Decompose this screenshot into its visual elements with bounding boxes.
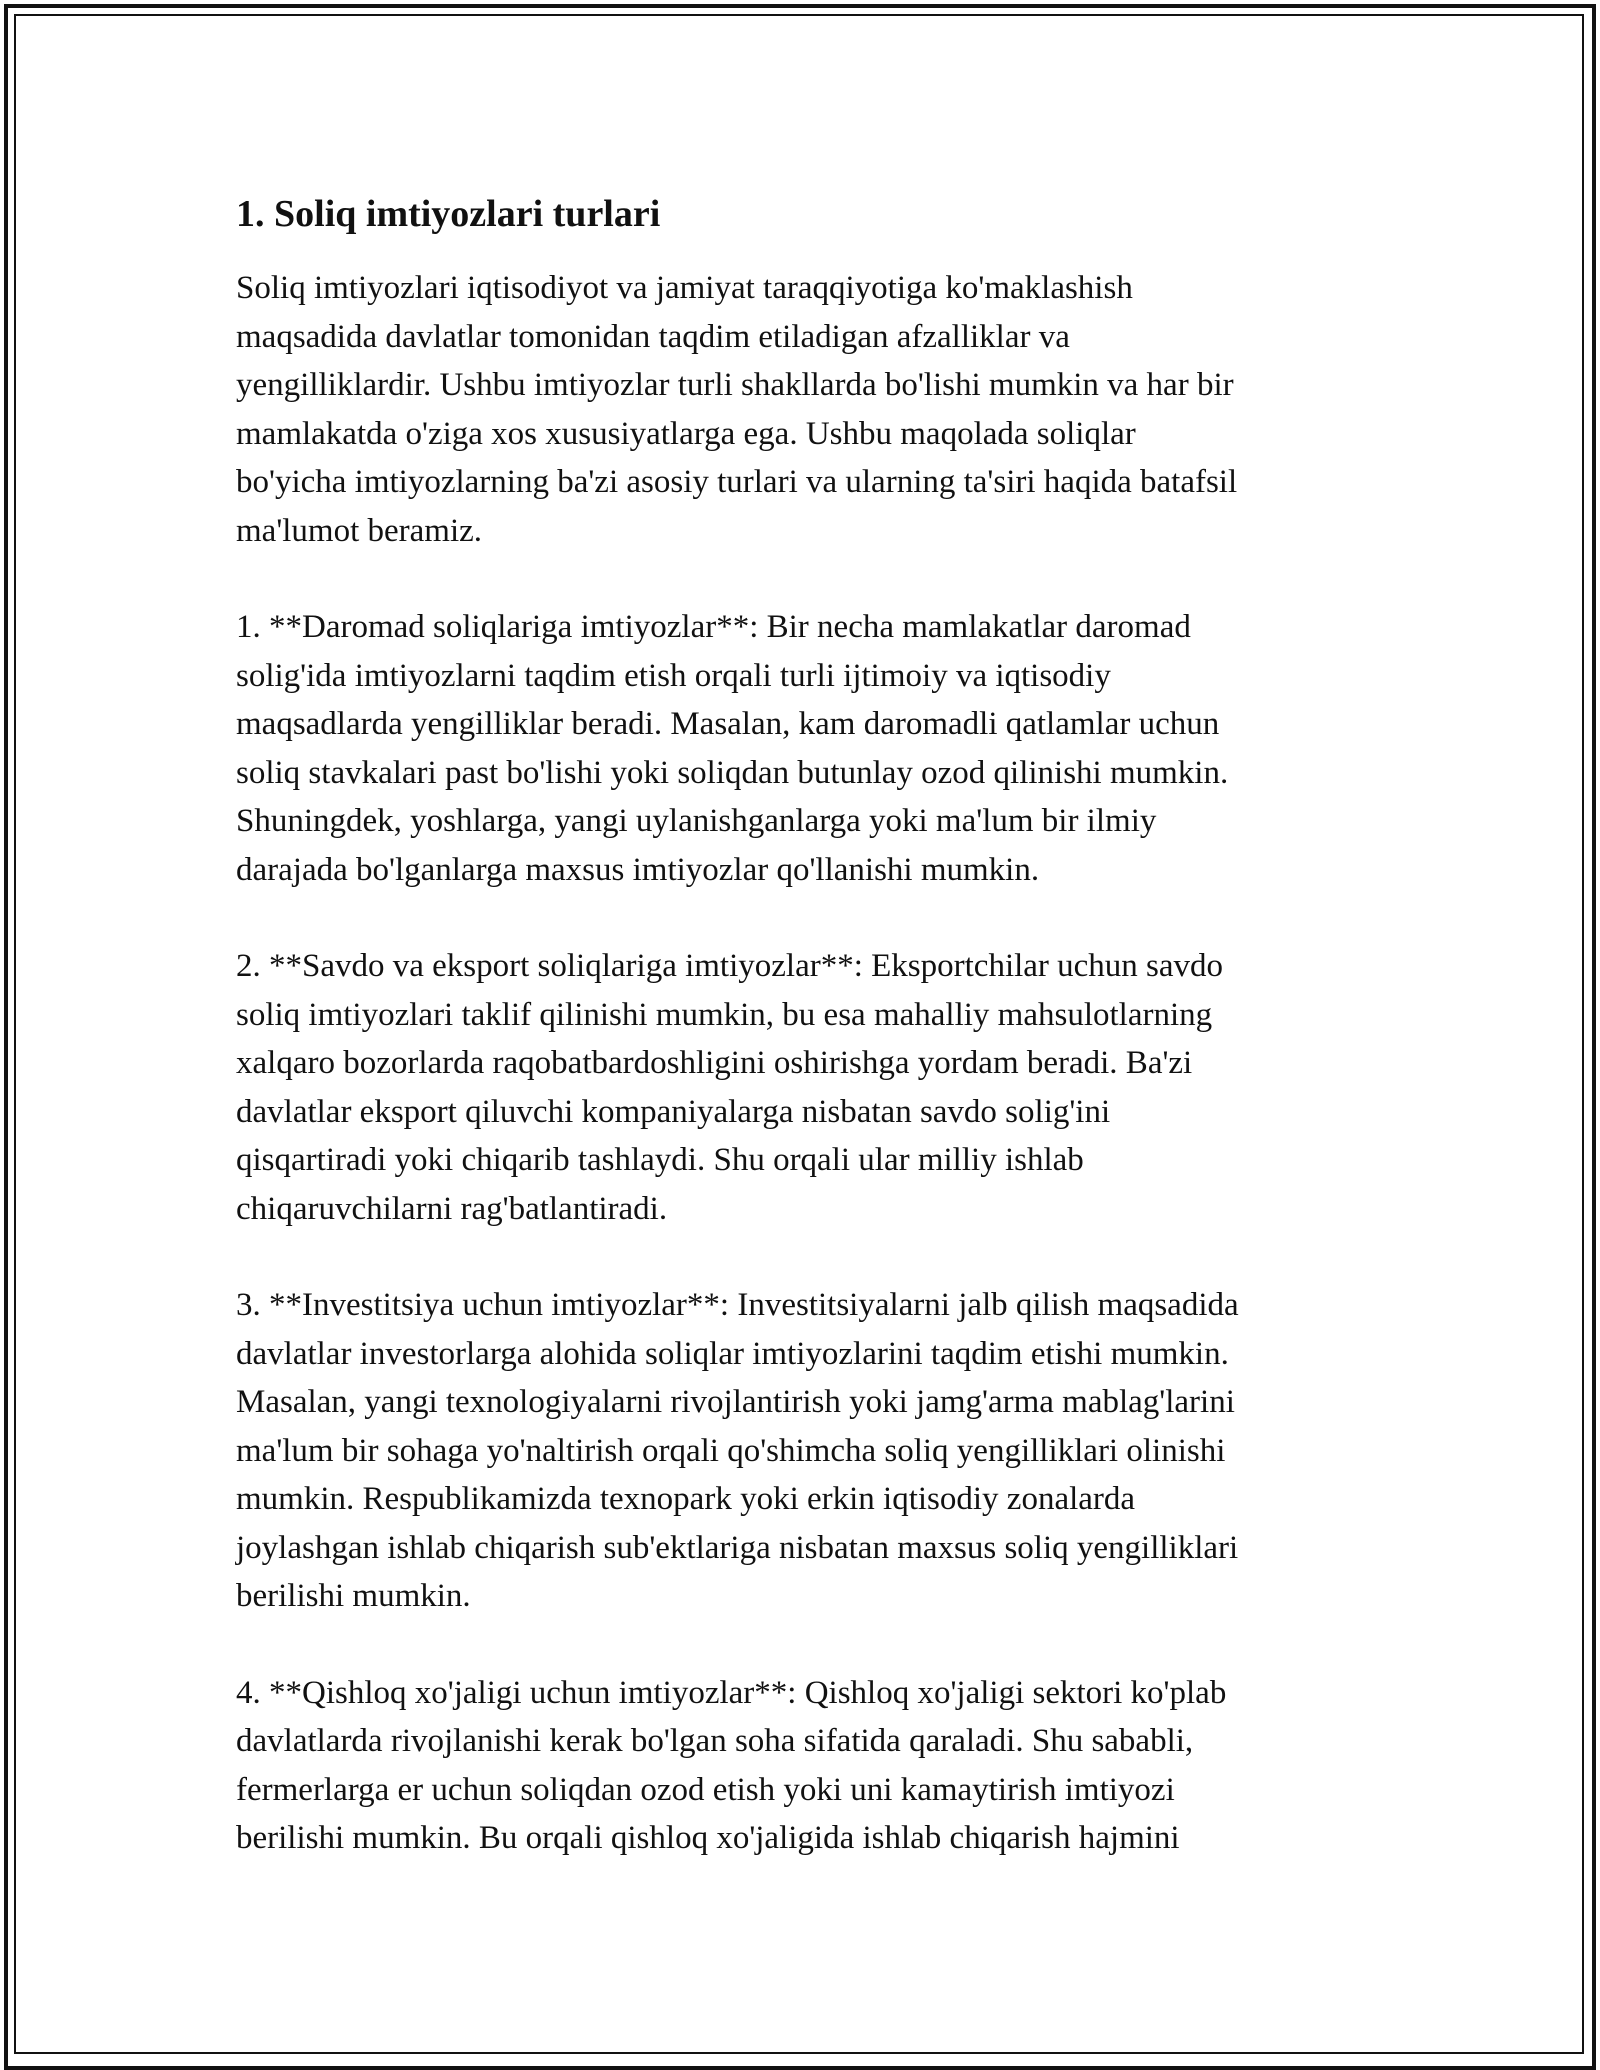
document-title: 1. Soliq imtiyozlari turlari — [236, 193, 661, 235]
list-item-trade-export: 2. **Savdo va eksport soliqlariga imtiyozlar**: Eksportchilar uchun savdo soliq imtiyozlari taklif qilinishi mumkin, bu esa mahalliy mahsulotlarning xalqaro bozorlarda raqobatbardoshligini oshirishga yordam beradi. Ba'zi davlatlar eksport qiluvchi kompaniyalarga nisbatan savdo solig'ini qisqartiradi yoki chiqarib tashlaydi. Shu orqali ular milliy ishlab chiqaruvchilarni rag'batlantiradi. — [236, 948, 1224, 1227]
document-body — [236, 190, 1366, 1911]
list-item-income-tax: 1. **Daromad soliqlariga imtiyozlar**: Bir necha mamlakatlar daromad solig'ida imtiyozlarni taqdim etish orqali turli ijtimoiy va iqtisodiy maqsadlarda yengilliklar beradi. Masalan, kam daromadli qatlamlar uchun soliq stavkalari past bo'lishi yoki soliqdan butunlay ozod qilinishi mumkin. Shuningdek, yoshlarga, yangi uylanishganlarga yoki ma'lum bir ilmiy darajada bo'lganlarga maxsus imtiyozlar qo'llanishi mumkin. — [236, 609, 1229, 888]
list-item-agriculture: 4. **Qishloq xo'jaligi uchun imtiyozlar**: Qishloq xo'jaligi sektori ko'plab davlatlarda rivojlanishi kerak bo'lgan soha sifatida qaraladi. Shu sababli, fermerlarga er uchun soliqdan ozod etish yoki uni kamaytirish imtiyozi berilishi mumkin. Bu orqali qishloq xo'jaligida ishlab chiqarish hajmini — [236, 1674, 1227, 1856]
list-item-investment: 3. **Investitsiya uchun imtiyozlar**: Investitsiyalarni jalb qilish maqsadida davlatlar investorlarga alohida soliqlar imtiyozlarini taqdim etishi mumkin. Masalan, yangi texnologiyalarni rivojlantirish yoki jamg'arma mablag'larini ma'lum bir sohaga yo'naltirish orqali qo'shimcha soliq yengilliklari olinishi mumkin. Respublikamizda texnopark yoki erkin iqtisodiy zonalarda joylashgan ishlab chiqarish sub'ektlariga nisbatan maxsus soliq yengilliklari berilishi mumkin. — [236, 1287, 1239, 1614]
intro-paragraph: Soliq imtiyozlari iqtisodiyot va jamiyat taraqqiyotiga ko'maklashish maqsadida davlatlar tomonidan taqdim etiladigan afzalliklar va yengilliklardir. Ushbu imtiyozlar turli shakllarda bo'lishi mumkin va har bir mamlakatda o'ziga xos xususiyatlarga ega. Ushbu maqolada soliqlar bo'yicha imtiyozlarning ba'zi asosiy turlari va ularning ta'siri haqida batafsil ma'lumot beramiz. — [236, 270, 1238, 549]
